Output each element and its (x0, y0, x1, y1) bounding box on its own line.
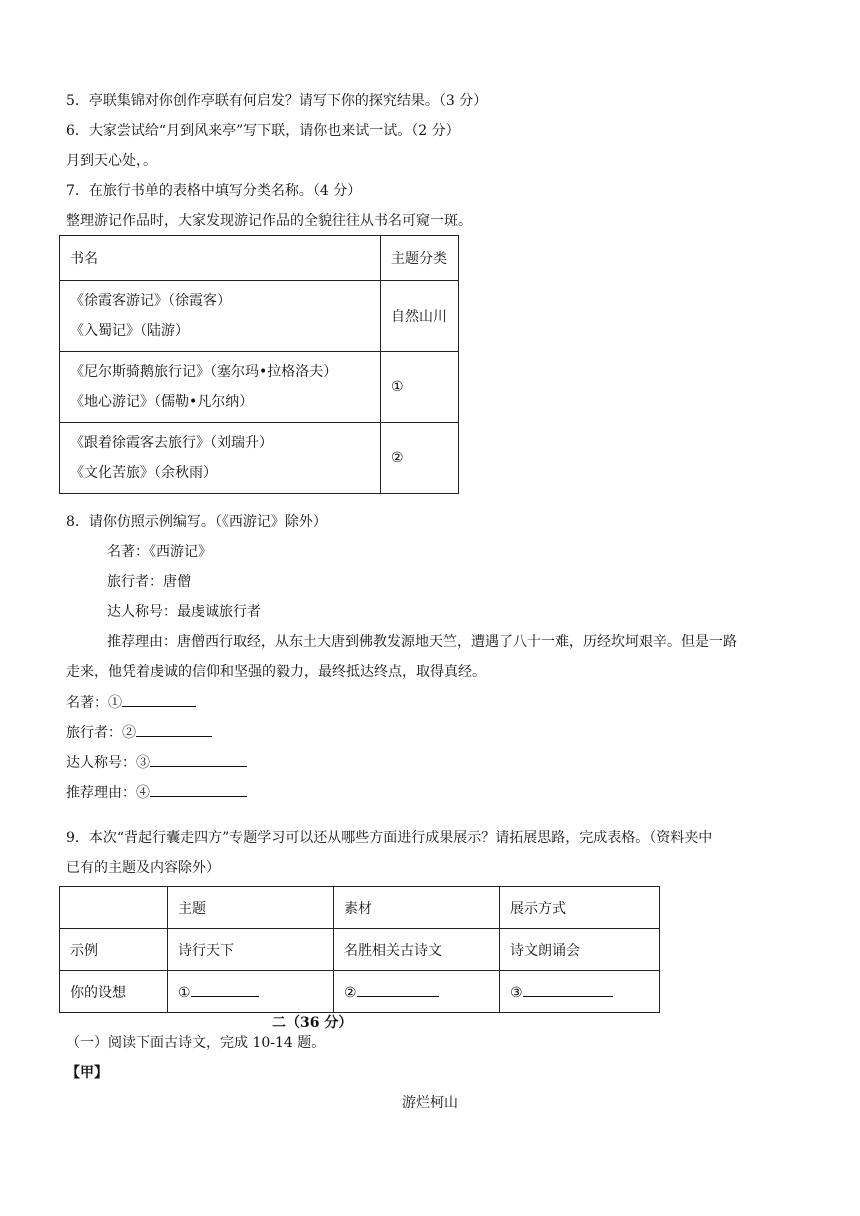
answer-blank[interactable] (523, 982, 613, 997)
question-5: 5．亭联集锦对你创作亭联有何启发？请写下你的探究结果。（3 分） (66, 93, 488, 109)
section-subtitle: （一）阅读下面古诗文，完成 10-14 题。 (66, 1035, 326, 1051)
category-cell: 自然山川 (381, 281, 459, 352)
example-traveler: 旅行者：唐僧 (107, 574, 191, 590)
question-9-line1: 9．本次“背起行囊走四方”专题学习可以还从哪些方面进行成果展示？请拓展思路，完成表格。（资料夹中 (66, 830, 713, 846)
table-row: 《跟着徐霞客去旅行》（刘瑞升） 《文化苦旅》（余秋雨） ② (60, 423, 459, 494)
table-header-material: 素材 (334, 887, 500, 929)
example-book: 名著：《西游记》 (107, 544, 212, 560)
table-row: 《尼尔斯骑鹅旅行记》（塞尔玛•拉格洛夫） 《地心游记》（儒勒•凡尔纳） ① (60, 352, 459, 423)
answer-blank[interactable] (357, 982, 439, 997)
question-6-answer-line: 月到天心处，。 (66, 153, 157, 169)
answer-blank[interactable] (150, 782, 247, 797)
question-7: 7．在旅行书单的表格中填写分类名称。（4 分） (66, 183, 362, 199)
category-cell[interactable]: ② (381, 423, 459, 494)
example-reason-line1: 推荐理由：唐僧西行取经，从东土大唐到佛教发源地天竺，遭遇了八十一难，历经坎坷艰辛。但是一路 (107, 634, 737, 650)
table-row: 你的设想 ① ② ③ (60, 971, 660, 1013)
table-header-category: 主题分类 (381, 236, 459, 281)
answer-book-line: 名著：① (66, 692, 196, 713)
table-header-book: 书名 (60, 236, 381, 281)
table-header-display: 展示方式 (500, 887, 660, 929)
poem-title: 游烂柯山 (402, 1095, 458, 1111)
question-6: 6．大家尝试给“月到风来亭”写下联，请你也来试一试。（2 分） (66, 123, 460, 139)
answer-blank[interactable] (150, 752, 247, 767)
project-plan-table (59, 886, 660, 1013)
answer-blank[interactable] (122, 692, 196, 707)
table-row: 示例 诗行天下 名胜相关古诗文 诗文朗诵会 (60, 929, 660, 971)
answer-blank[interactable] (191, 982, 259, 997)
table-row: 《徐霞客游记》（徐霞客） 《入蜀记》（陆游） 自然山川 (60, 281, 459, 352)
answer-reason-line: 推荐理由：④ (66, 782, 247, 803)
table-header-theme: 主题 (168, 887, 334, 929)
answer-title-line: 达人称号：③ (66, 752, 247, 773)
question-9-line2: 已有的主题及内容除外） (66, 860, 220, 876)
answer-traveler-line: 旅行者：② (66, 722, 212, 743)
category-cell[interactable]: ① (381, 352, 459, 423)
question-7-intro: 整理游记作品时，大家发现游记作品的全貌往往从书名可窥一斑。 (66, 213, 472, 229)
example-title: 达人称号：最虔诚旅行者 (107, 604, 261, 620)
example-reason-line2: 走来，他凭着虔诚的信仰和坚强的毅力，最终抵达终点，取得真经。 (66, 664, 486, 680)
section-title: 二（36 分） (272, 1015, 353, 1031)
answer-blank[interactable] (136, 722, 212, 737)
travel-book-table (59, 235, 459, 494)
part-jia-label: 【甲】 (66, 1065, 108, 1081)
question-8: 8．请你仿照示例编写。（《西游记》除外） (66, 514, 327, 530)
